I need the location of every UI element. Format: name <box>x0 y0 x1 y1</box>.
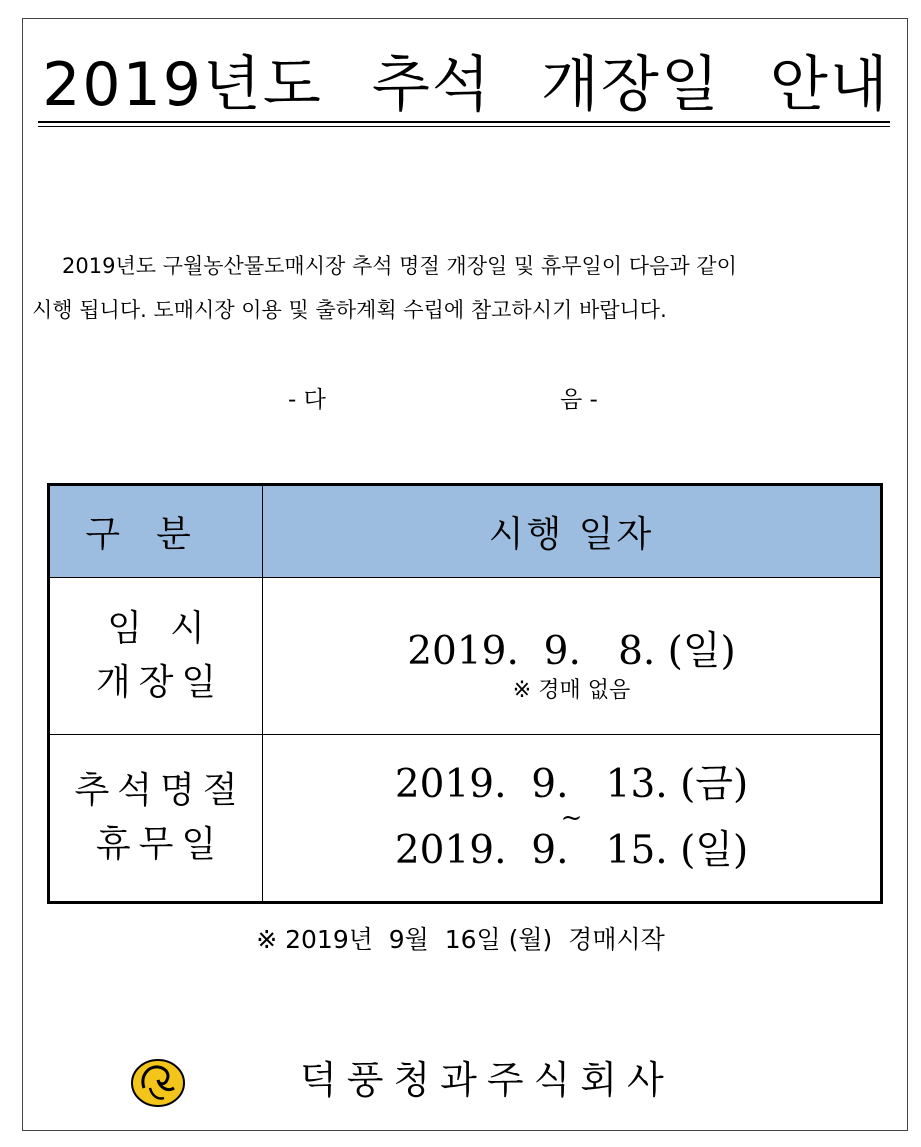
heading-right: 음 - <box>560 387 598 413</box>
table-row <box>49 735 882 903</box>
date-end: 2019. 9. 15. (일) <box>394 828 749 874</box>
intro-line-2: 시행 됩니다. 도매시장 이용 및 출하계획 수립에 참고하시기 바랍니다. <box>32 298 667 322</box>
table-header-row <box>49 485 882 578</box>
auction-start-note: ※ 2019년 9월 16일 (월) 경매시작 <box>256 925 665 954</box>
header-date: 시행 일자 <box>263 485 882 578</box>
title-underline-thick <box>38 121 890 123</box>
table-row <box>49 578 882 735</box>
date-value: 2019. 9. 8. (일) <box>407 629 736 675</box>
page-title: 2019년도 추석 개장일 안내 <box>42 50 890 120</box>
row-label-line1: 임시 <box>107 608 233 650</box>
row-label <box>49 735 263 903</box>
date-range-separator: ~ <box>560 803 583 834</box>
row-note: ※ 경매 없음 <box>512 678 631 704</box>
row-dates <box>263 578 882 735</box>
intro-line-1: 2019년도 구월농산물도매시장 추석 명절 개장일 및 휴무일이 다음과 같이 <box>62 254 737 278</box>
header-category: 구분 <box>49 485 263 578</box>
date-start: 2019. 9. 13. (금) <box>394 762 749 808</box>
row-label-line2: 개장일 <box>95 662 225 704</box>
row-dates <box>263 735 882 903</box>
row-label-line2: 휴무일 <box>95 824 225 866</box>
schedule-table <box>47 483 883 904</box>
intro-paragraph <box>32 244 902 332</box>
row-label-line1: 추석명절 <box>74 770 246 812</box>
heading-left: - 다 <box>288 387 326 413</box>
company-name: 덕풍청과주식회사 <box>300 1058 674 1102</box>
row-label <box>49 578 263 735</box>
company-logo <box>130 1058 186 1108</box>
title-underline-thin <box>38 126 890 127</box>
